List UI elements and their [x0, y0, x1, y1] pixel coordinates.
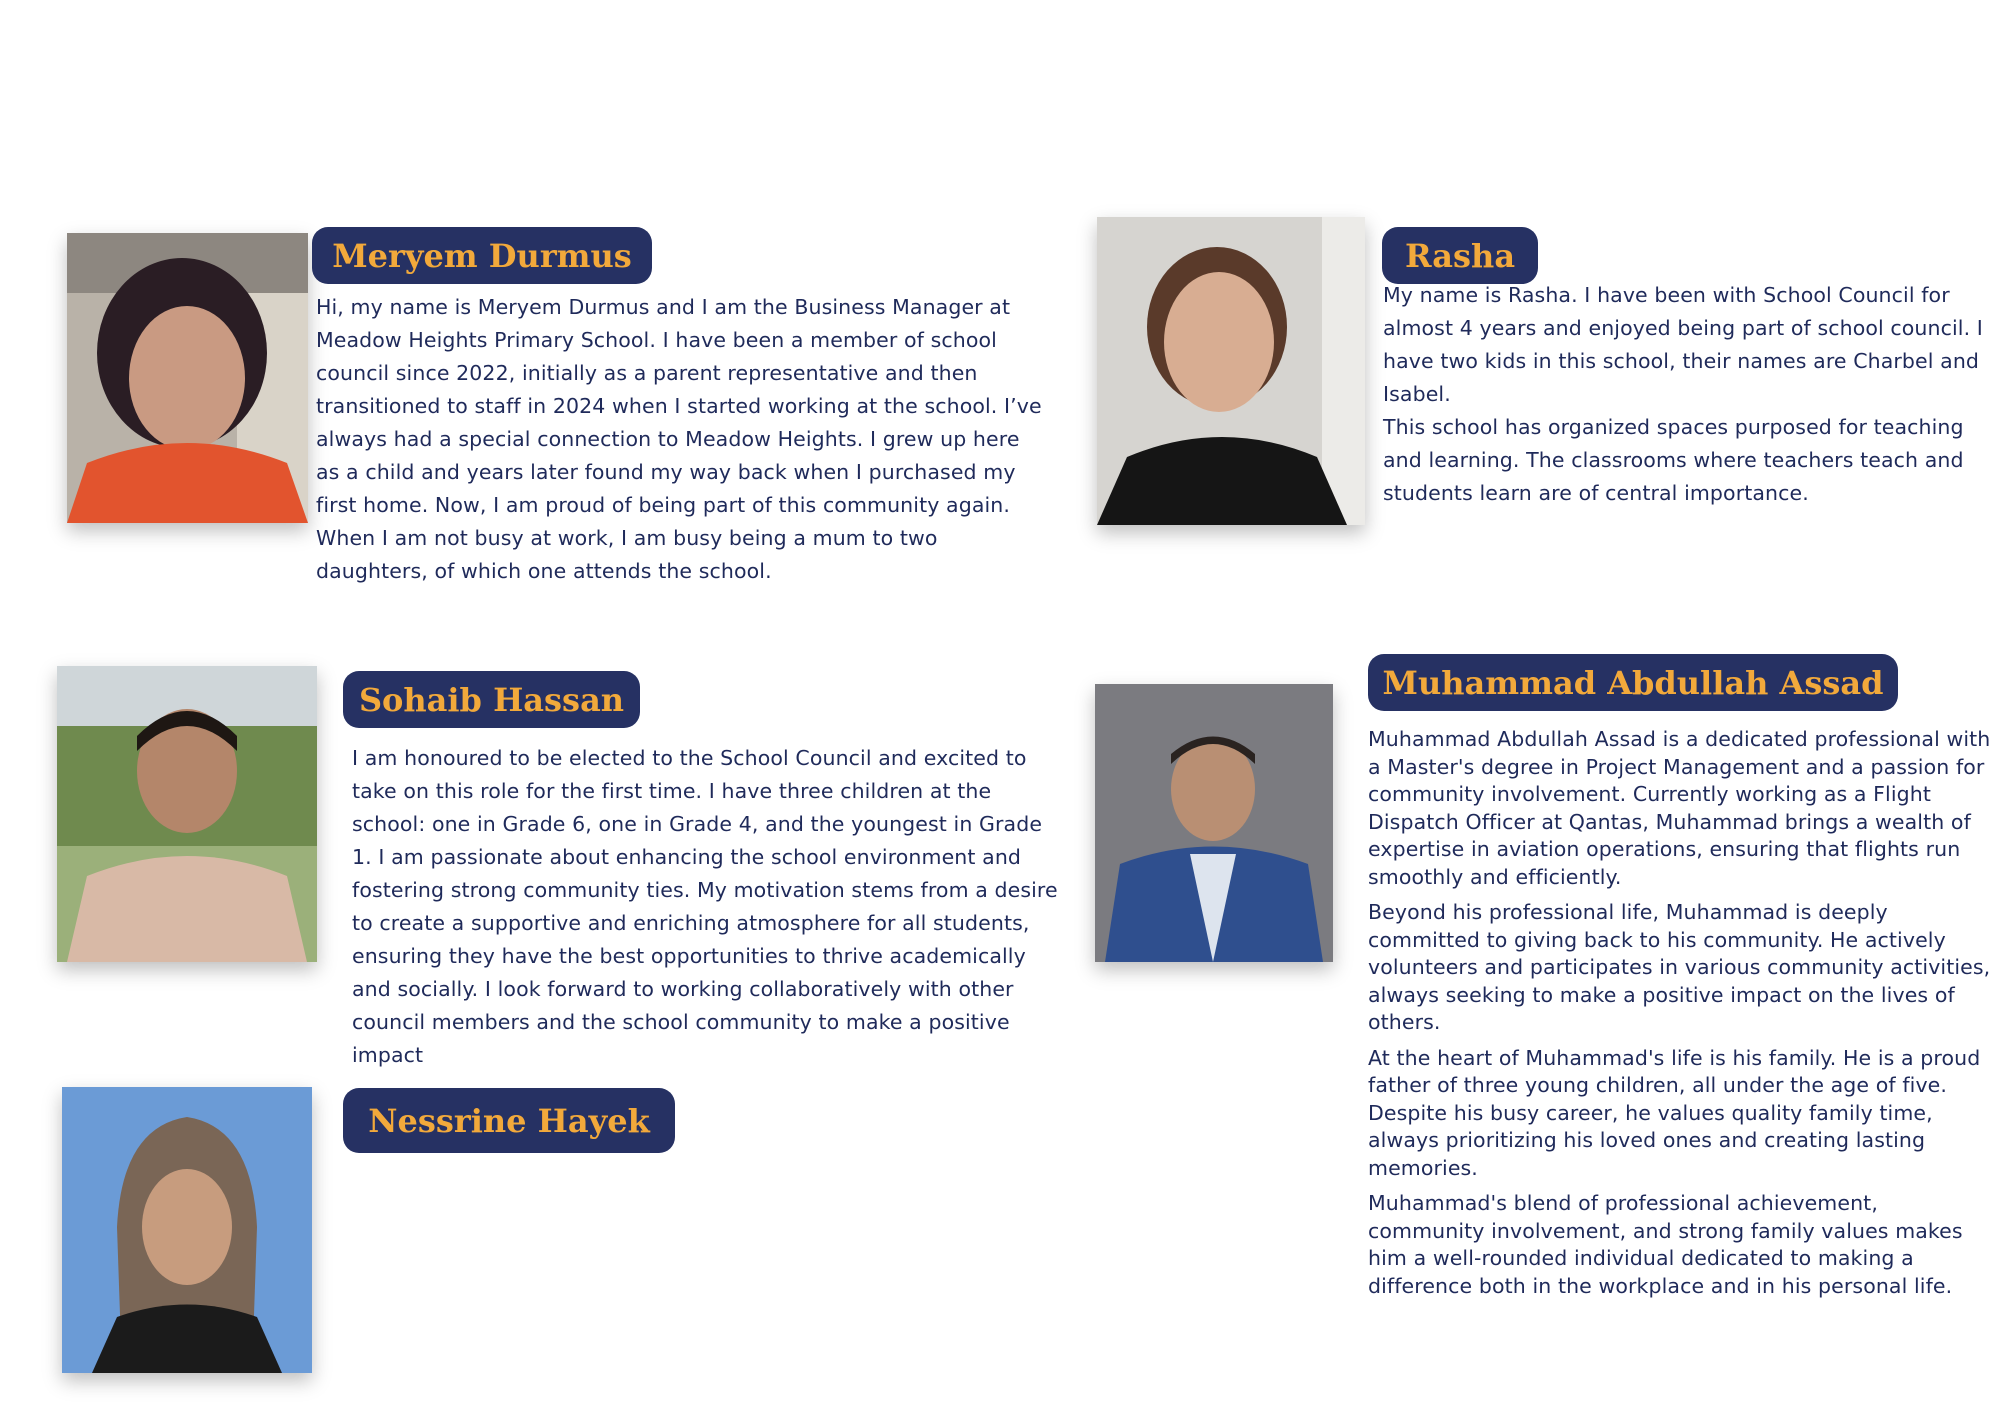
bio-sohaib-hassan	[352, 742, 1064, 1072]
bio-meryem-durmus	[316, 291, 1046, 588]
name-pill-meryem-durmus	[312, 227, 652, 284]
photo-meryem-durmus	[67, 233, 308, 523]
bio-paragraph: Muhammad's blend of professional achievement, community involvement, and strong family values makes him a well-rounded individual dedicated to making a difference both in the workplace and in his personal life.	[1368, 1191, 1963, 1298]
bio-paragraph: Muhammad Abdullah Assad is a dedicated professional with a Master's degree in Project Management and a passion for community involvement. Currently working as a Flight Dispatch Officer at Qantas, Muhammad brings a wealth of expertise in aviation operations, ensuring that flights run smoothly and efficiently.	[1368, 727, 1991, 889]
portrait-photo-icon	[1097, 217, 1365, 525]
member-name: Muhammad Abdullah Assad	[1382, 663, 1884, 702]
bio-paragraph: Beyond his professional life, Muhammad is deeply committed to giving back to his community. He actively volunteers and participates in various community activities, always seeking to make a positive impact on the lives of others.	[1368, 900, 1991, 1034]
bio-paragraph: My name is Rasha. I have been with School Council for almost 4 years and enjoyed being part of school council. I have two kids in this school, their names are Charbel and Isabel.	[1383, 283, 1983, 406]
member-name: Rasha	[1404, 236, 1516, 275]
portrait-photo-icon	[62, 1087, 312, 1373]
name-pill-muhammad-abdullah-assad	[1368, 654, 1898, 711]
photo-rasha	[1097, 217, 1365, 525]
name-pill-rasha	[1382, 227, 1538, 284]
bio-paragraph: I am honoured to be elected to the School Council and excited to take on this role for the first time. I have three children at the school: one in Grade 6, one in Grade 4, and the youngest in Grade 1. I am passionate about enhancing the school environment and fostering strong community ties. My motivation stems from a desire to create a supportive and enriching atmosphere for all students, ensuring they have the best opportunities to thrive academically and socially. I look forward to working collaboratively with other council members and the school community to make a positive impact	[352, 746, 1058, 1067]
photo-muhammad-abdullah-assad	[1095, 684, 1333, 962]
member-name: Nessrine Hayek	[368, 1101, 650, 1140]
member-name: Meryem Durmus	[332, 236, 632, 275]
photo-nessrine-hayek	[62, 1087, 312, 1373]
photo-sohaib-hassan	[57, 666, 317, 962]
member-name: Sohaib Hassan	[358, 680, 625, 719]
portrait-photo-icon	[1095, 684, 1333, 962]
bio-rasha	[1383, 279, 1988, 510]
portrait-photo-icon	[67, 233, 308, 523]
name-pill-nessrine-hayek	[343, 1088, 675, 1153]
bio-paragraph: This school has organized spaces purposed for teaching and learning. The classrooms where teachers teach and students learn are of central importance.	[1383, 415, 1964, 505]
bio-paragraph: At the heart of Muhammad's life is his family. He is a proud father of three young children, all under the age of five. Despite his busy career, he values quality family time, always prioritizing his loved ones and creating lasting memories.	[1368, 1045, 1981, 1180]
bio-paragraph: Hi, my name is Meryem Durmus and I am the Business Manager at Meadow Heights Primary School. I have been a member of school council since 2022, initially as a parent representative and then transitioned to staff in 2024 when I started working at the school. I’ve always had a special connection to Meadow Heights. I grew up here as a child and years later found my way back when I purchased my first home. Now, I am proud of being part of this community again. When I am not busy at work, I am busy being a mum to two daughters, of which one attends the school.	[316, 295, 1042, 583]
name-pill-sohaib-hassan	[343, 671, 640, 728]
portrait-photo-icon	[57, 666, 317, 962]
bio-muhammad-abdullah-assad	[1368, 726, 1993, 1308]
